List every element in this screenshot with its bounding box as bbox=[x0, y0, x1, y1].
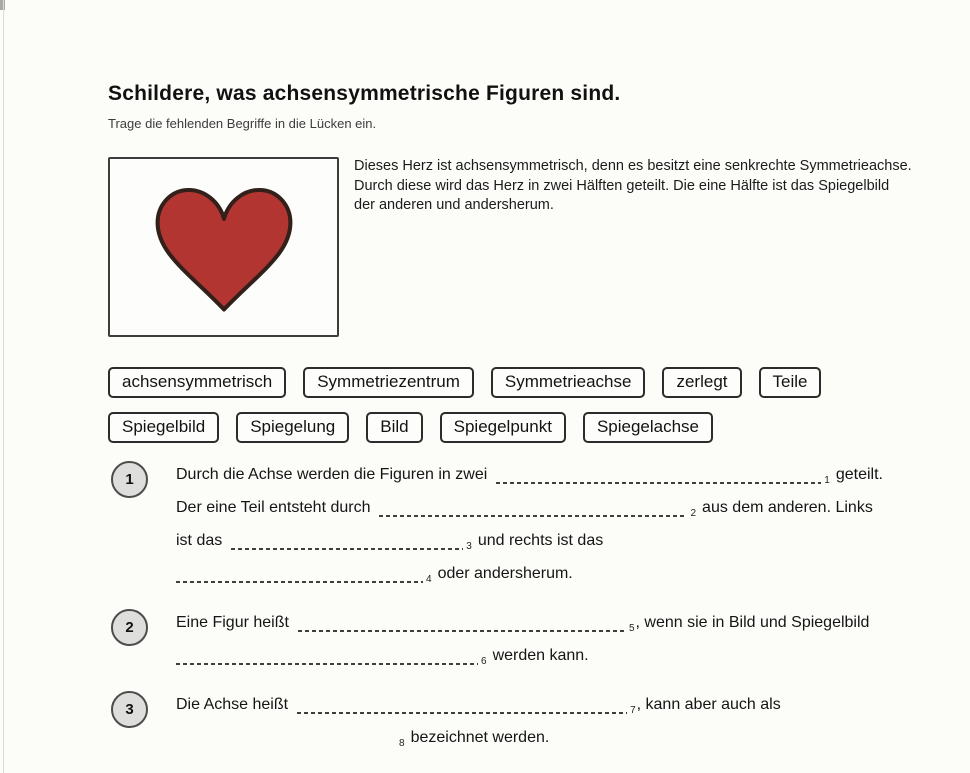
question-1 bbox=[108, 459, 956, 591]
blank-7-index: 7 bbox=[630, 705, 636, 716]
question-text: geteilt. bbox=[835, 466, 883, 483]
question-3-number: 3 bbox=[125, 701, 134, 718]
question-3-line-2 bbox=[176, 722, 781, 755]
page-title: Schildere, was achsensymmetrische Figuren sind. bbox=[108, 82, 621, 105]
intro-paragraph-2: Durch diese wird das Herz in zwei Hälften geteilt. Die eine Hälfte ist das Spiegelbild der anderen und andersherum. bbox=[354, 177, 890, 213]
questions-section bbox=[108, 459, 956, 755]
word-chip-spiegelung[interactable]: Spiegelung bbox=[236, 412, 349, 443]
question-text: , wenn sie in Bild und Spiegelbild bbox=[635, 614, 870, 631]
question-text: ist das bbox=[176, 532, 223, 549]
word-chip-teile[interactable]: Teile bbox=[759, 367, 822, 398]
question-text: Der eine Teil entsteht durch bbox=[176, 499, 371, 516]
word-chip-spiegelachse[interactable]: Spiegelachse bbox=[583, 412, 713, 443]
question-1-line-2 bbox=[176, 492, 883, 525]
question-2-number: 2 bbox=[125, 619, 134, 636]
question-3-body bbox=[176, 689, 781, 755]
question-1-line-4 bbox=[176, 558, 883, 591]
question-text: Eine Figur heißt bbox=[176, 614, 289, 631]
blank-4[interactable] bbox=[176, 580, 423, 583]
word-chip-achsensymmetrisch[interactable]: achsensymmetrisch bbox=[108, 367, 286, 398]
question-2-line-1 bbox=[176, 607, 869, 640]
blank-5[interactable] bbox=[298, 629, 626, 632]
question-text: bezeichnet werden. bbox=[410, 729, 550, 746]
word-chip-symmetriezentrum[interactable]: Symmetriezentrum bbox=[303, 367, 474, 398]
question-3-line-1 bbox=[176, 689, 781, 722]
question-1-number: 1 bbox=[125, 471, 134, 488]
blank-3-index: 3 bbox=[466, 541, 472, 552]
question-2-number-badge bbox=[111, 609, 148, 646]
question-text: Durch die Achse werden die Figuren in zwei bbox=[176, 466, 488, 483]
question-text: aus dem anderen. Links bbox=[702, 499, 873, 516]
word-bank-row-2 bbox=[108, 412, 956, 443]
question-text: werden kann. bbox=[492, 647, 589, 664]
word-chip-zerlegt[interactable]: zerlegt bbox=[662, 367, 741, 398]
question-2-body bbox=[176, 607, 869, 673]
example-image-frame bbox=[108, 157, 339, 337]
question-3 bbox=[108, 689, 956, 755]
screen-edge-line bbox=[3, 0, 4, 773]
question-1-number-badge bbox=[111, 461, 148, 498]
page-subtitle: Trage die fehlenden Begriffe in die Lücken ein. bbox=[108, 116, 377, 131]
intro-text bbox=[354, 157, 914, 216]
word-chip-symmetrieachse[interactable]: Symmetrieachse bbox=[491, 367, 646, 398]
word-chip-spiegelbild[interactable]: Spiegelbild bbox=[108, 412, 219, 443]
word-chip-bild[interactable]: Bild bbox=[366, 412, 422, 443]
intro-paragraph-1: Dieses Herz ist achsensymmetrisch, denn es besitzt eine senkrechte Symmetrieachse. bbox=[354, 158, 912, 174]
blank-1[interactable] bbox=[496, 481, 821, 484]
question-2 bbox=[108, 607, 956, 673]
question-text: und rechts ist das bbox=[477, 532, 604, 549]
blank-2-index: 2 bbox=[690, 508, 697, 519]
question-text: , kann aber auch als bbox=[636, 696, 781, 713]
worksheet-content bbox=[108, 82, 956, 755]
blank-7[interactable] bbox=[297, 711, 627, 714]
blank-6-index: 6 bbox=[481, 656, 487, 667]
intro-section bbox=[108, 157, 956, 337]
blank-8-index: 8 bbox=[399, 738, 405, 749]
heart-icon bbox=[145, 172, 303, 322]
question-1-line-1 bbox=[176, 459, 883, 492]
question-text: Die Achse heißt bbox=[176, 696, 289, 713]
question-text: oder andersherum. bbox=[437, 565, 573, 582]
question-1-body bbox=[176, 459, 883, 591]
question-3-number-badge bbox=[111, 691, 148, 728]
word-chip-spiegelpunkt[interactable]: Spiegelpunkt bbox=[440, 412, 566, 443]
blank-1-index: 1 bbox=[824, 475, 830, 486]
blank-6[interactable] bbox=[176, 662, 478, 665]
question-2-line-2 bbox=[176, 640, 869, 673]
word-bank-row-1 bbox=[108, 367, 956, 398]
word-bank bbox=[108, 367, 956, 443]
heart-icon-shape bbox=[157, 190, 290, 310]
blank-4-index: 4 bbox=[426, 574, 432, 585]
blank-8[interactable] bbox=[176, 744, 396, 747]
blank-3[interactable] bbox=[231, 547, 463, 550]
blank-5-index: 5 bbox=[628, 623, 635, 634]
blank-2[interactable] bbox=[379, 514, 687, 517]
question-1-line-3 bbox=[176, 525, 883, 558]
